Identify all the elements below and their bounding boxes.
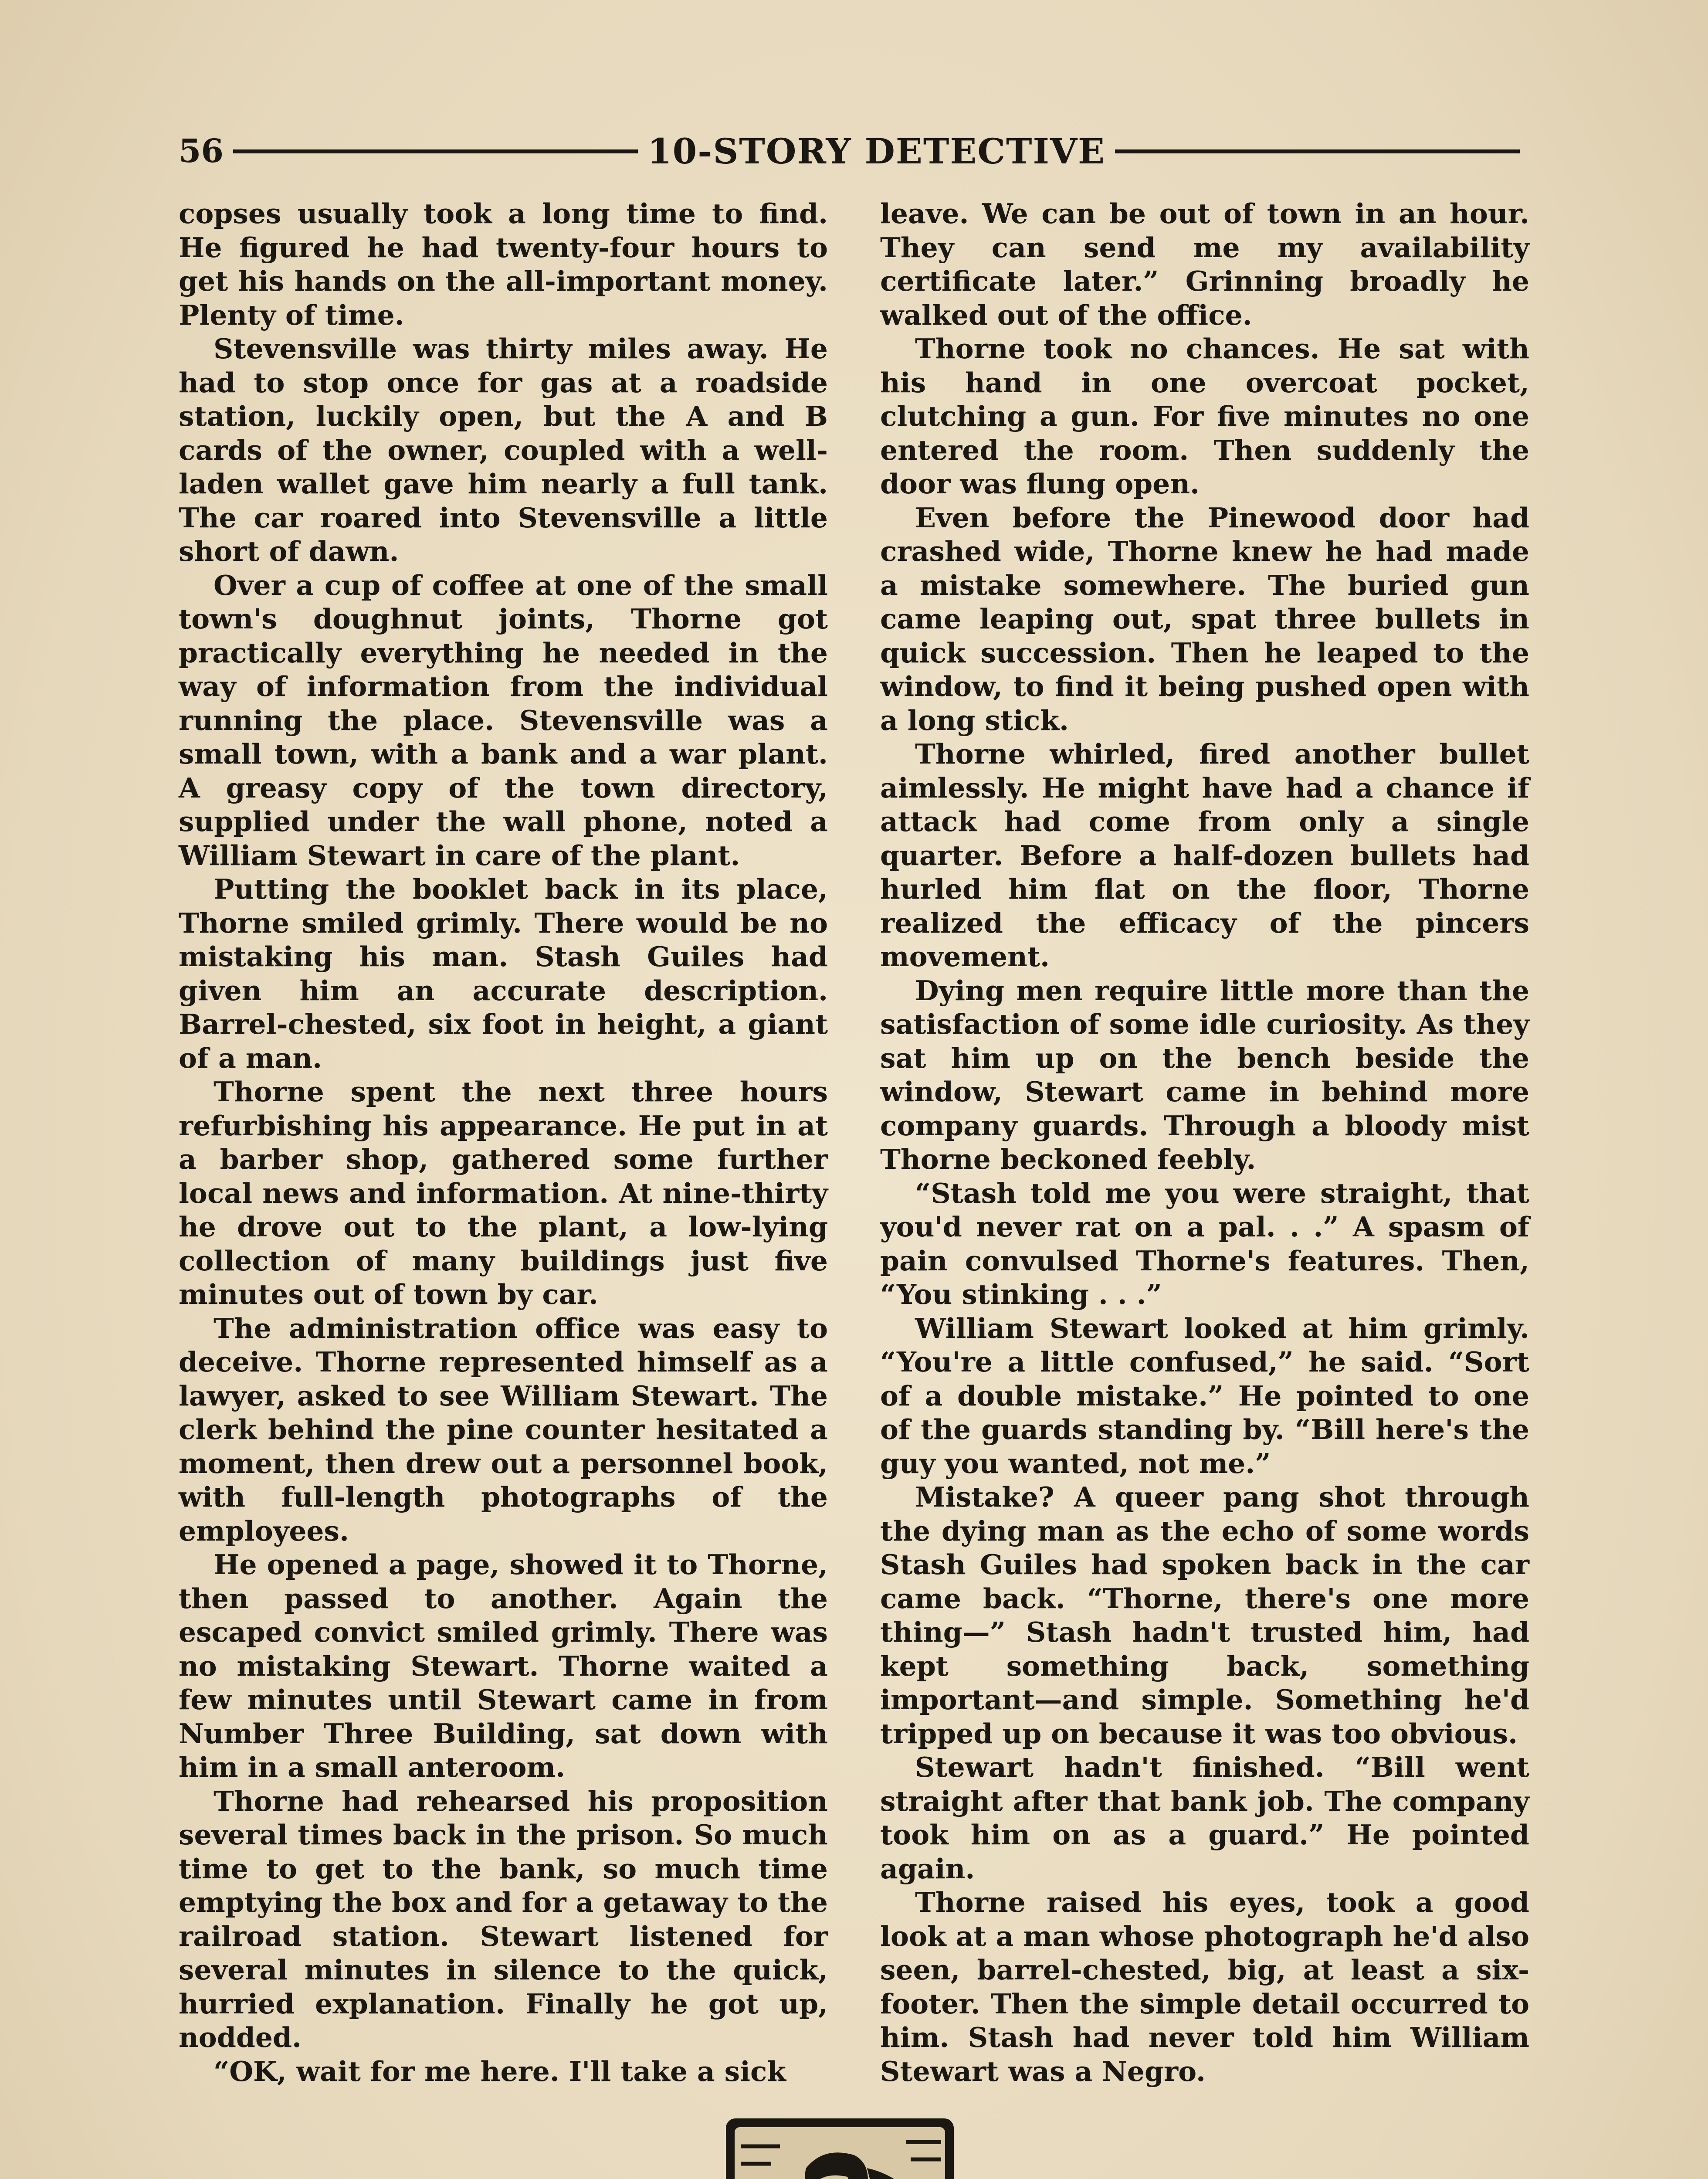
page-header	[179, 127, 1529, 175]
header-rule-left	[233, 149, 638, 153]
paragraph: Mistake? A queer pang shot through the dying man as the echo of some words Stash Guiles had spoken back in the car came back. “Thorne, there's one more thing—” Stash hadn't trusted him, had kept something back, something important—and simple. Something he'd tripped up on because it was too obvious.	[880, 1481, 1529, 1750]
paragraph: Thorne whirled, fired another bullet aimlessly. He might have had a chance if attack had come from only a single quarter. Before a half-dozen bullets had hurled him flat on the floor, Thorne realized the efficacy of the pincers movement.	[880, 738, 1529, 973]
paragraph: Thorne raised his eyes, took a good look at a man whose photograph he'd also seen, barrel-chested, big, at least a six-footer. Then the simple detail occurred to him. Stash had never told him William Stewart was a Negro.	[880, 1886, 1529, 2087]
paragraph: William Stewart looked at him grimly. “You're a little confused,” he said. “Sort of a double mistake.” He pointed to one of the guards standing by. “Bill here's the guy you wanted, not me.”	[880, 1312, 1529, 1480]
paragraph: Stewart hadn't finished. “Bill went straight after that bank job. The company took him on as a guard.” He pointed again.	[880, 1751, 1529, 1885]
paragraph: Putting the booklet back in its place, Thorne smiled grimly. There would be no mistaking his man. Stash Guiles had given him an accurate description. Barrel-chested, six foot in height, a giant of a man.	[179, 873, 828, 1074]
header-rule-right	[1115, 149, 1520, 153]
paragraph: copses usually took a long time to find. He figured he had twenty-four hours to get his hands on the all-important money. Plenty of time.	[179, 197, 828, 331]
page-number: 56	[179, 132, 224, 170]
left-column	[179, 197, 828, 2088]
running-title: 10-STORY DETECTIVE	[647, 131, 1106, 172]
paragraph: Thorne spent the next three hours refurbishing his appearance. He put in at a barber shop, gathered some further local news and information. At nine-thirty he drove out to the plant, a low-lying collection of many buildings just five minutes out of town by car.	[179, 1076, 828, 1310]
paragraph: Over a cup of coffee at one of the small town's doughnut joints, Thorne got practically everything he needed in the way of information from the individual running the place. Stevensville was a small town, with a bank and a war plant. A greasy copy of the town directory, supplied under the wall phone, noted a William Stewart in care of the plant.	[179, 569, 828, 872]
right-column	[880, 197, 1529, 2088]
paragraph: Even before the Pinewood door had crashed wide, Thorne knew he had made a mistake somewhere. The buried gun came leaping out, spat three bullets in quick succession. Then he leaped to the window, to find it being pushed open with a long stick.	[880, 501, 1529, 737]
paragraph: The administration office was easy to deceive. Thorne represented himself as a lawyer, asked to see William Stewart. The clerk behind the pine counter hesitated a moment, then drew out a personnel book, with full-length photographs of the employees.	[179, 1312, 828, 1547]
woodcut-man-icon	[723, 2116, 956, 2179]
paragraph: Thorne had rehearsed his proposition several times back in the prison. So much time to get to the bank, so much time emptying the box and for a getaway to the railroad station. Stewart listened for several minutes in silence to the quick, hurried explanation. Finally he got up, nodded.	[179, 1785, 828, 2053]
paragraph: Stevensville was thirty miles away. He had to stop once for gas at a roadside station, luckily open, but the A and B cards of the owner, coupled with a well-laden wallet gave him nearly a full tank. The car roared into Stevensville a little short of dawn.	[179, 333, 828, 567]
paragraph: Thorne took no chances. He sat with his hand in one overcoat pocket, clutching a gun. For five minutes no one entered the room. Then suddenly the door was flung open.	[880, 333, 1529, 500]
paragraph: He opened a page, showed it to Thorne, then passed to another. Again the escaped convict smiled grimly. There was no mistaking Stewart. Thorne waited a few minutes until Stewart came in from Number Three Building, sat down with him in a small anteroom.	[179, 1548, 828, 1783]
paragraph: leave. We can be out of town in an hour. They can send me my availability certificate later.” Grinning broadly he walked out of the office.	[880, 197, 1529, 331]
paragraph: “Stash told me you were straight, that you'd never rat on a pal. . .” A spasm of pain convulsed Thorne's features. Then, “You stinking . . .”	[880, 1177, 1529, 1310]
paragraph: Dying men require little more than the satisfaction of some idle curiosity. As they sat him up on the bench beside the window, Stewart came in behind more company guards. Through a bloody mist Thorne beckoned feebly.	[880, 974, 1529, 1175]
paragraph: “OK, wait for me here. I'll take a sick	[214, 2055, 786, 2087]
